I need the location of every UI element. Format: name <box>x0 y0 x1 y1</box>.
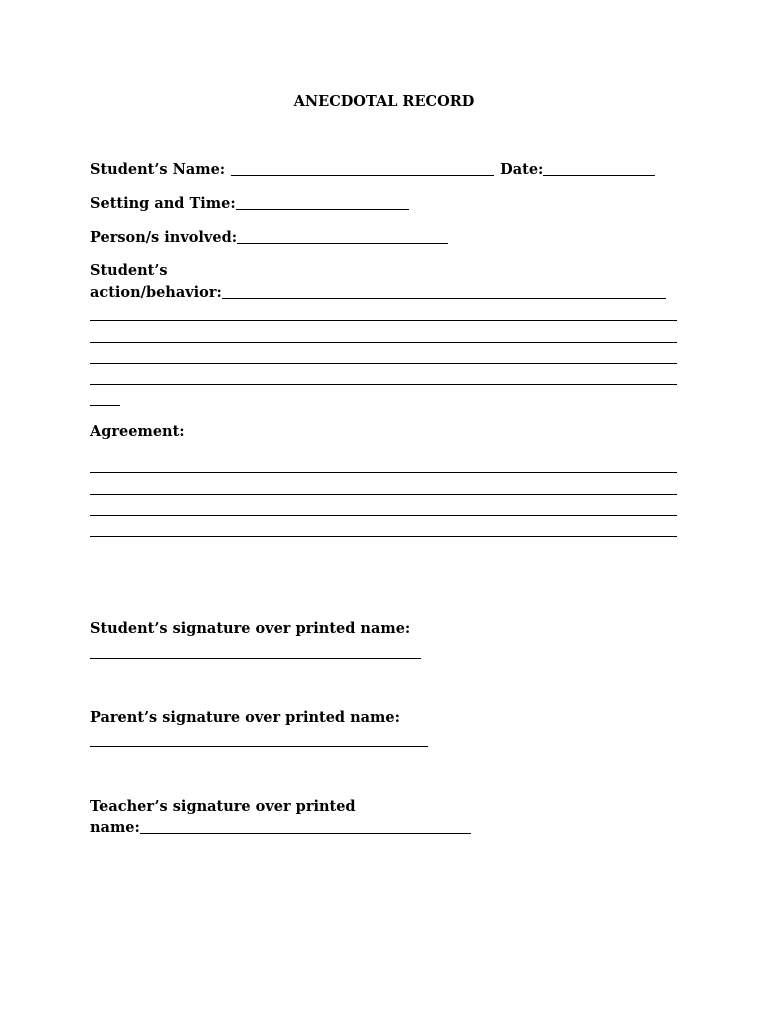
action-label-line2-row <box>90 284 666 302</box>
student-name-blank[interactable] <box>231 161 494 176</box>
action-writing-line-end[interactable] <box>90 405 120 406</box>
teacher-signature-label-line2: name: <box>90 819 140 836</box>
setting-time-row <box>90 195 409 213</box>
student-signature-label: Student’s signature over printed name: <box>90 620 411 637</box>
teacher-signature-row-line1 <box>90 798 356 816</box>
parent-signature-label: Parent’s signature over printed name: <box>90 709 400 726</box>
student-signature-row <box>90 620 410 638</box>
teacher-signature-blank[interactable] <box>140 819 471 834</box>
student-name-label: Student’s Name: <box>90 161 226 178</box>
action-writing-line[interactable] <box>90 342 677 343</box>
action-writing-line[interactable] <box>90 384 677 385</box>
parent-signature-line[interactable] <box>90 746 428 747</box>
agreement-writing-line[interactable] <box>90 494 677 495</box>
setting-time-label: Setting and Time: <box>90 195 236 212</box>
persons-involved-blank[interactable] <box>237 229 448 244</box>
document-title: ANECDOTAL RECORD <box>293 93 475 110</box>
agreement-row <box>90 423 185 441</box>
parent-signature-row <box>90 709 400 727</box>
student-signature-line[interactable] <box>90 658 421 659</box>
agreement-label: Agreement: <box>90 423 185 440</box>
student-name-row <box>90 161 655 179</box>
action-writing-line[interactable] <box>90 363 677 364</box>
agreement-writing-line[interactable] <box>90 515 677 516</box>
persons-involved-label: Person/s involved: <box>90 229 238 246</box>
action-label-line1-row <box>90 262 168 280</box>
action-label-line2: action/behavior: <box>90 284 222 301</box>
teacher-signature-row-line2 <box>90 819 471 837</box>
date-blank[interactable] <box>543 161 655 176</box>
action-writing-line[interactable] <box>90 320 677 321</box>
agreement-writing-line[interactable] <box>90 536 677 537</box>
persons-involved-row <box>90 229 448 247</box>
agreement-writing-line[interactable] <box>90 472 677 473</box>
setting-time-blank[interactable] <box>236 195 409 210</box>
date-label: Date: <box>500 161 544 178</box>
teacher-signature-label-line1: Teacher’s signature over printed <box>90 798 356 815</box>
action-label-line1: Student’s <box>90 262 168 279</box>
action-blank-first[interactable] <box>222 284 666 299</box>
